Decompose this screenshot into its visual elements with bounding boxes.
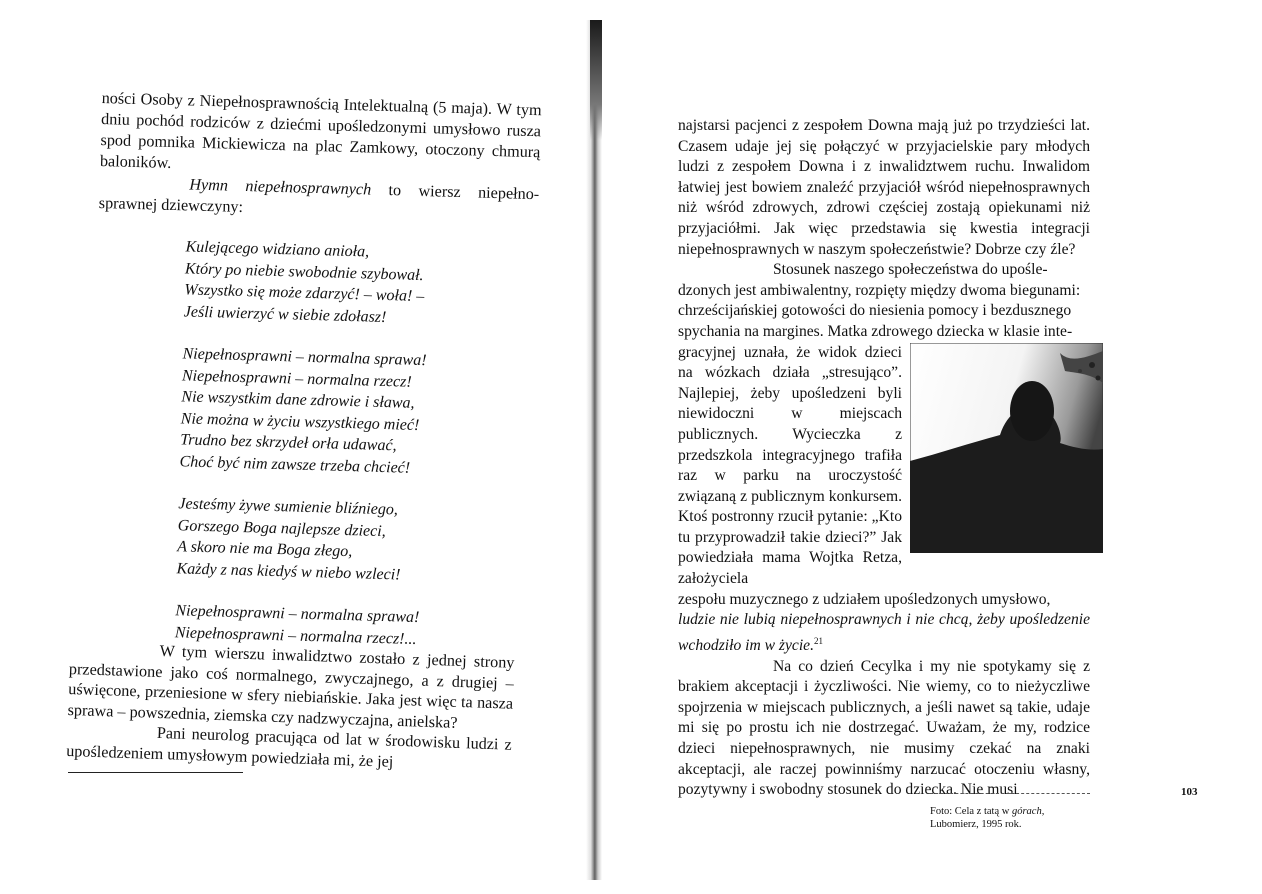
poem-line: Kulejącego widziano anioła, xyxy=(185,238,370,261)
text-line: spychania na margines. Matka zdrowego dziecka w klasie inte- xyxy=(678,322,1073,340)
poem-line: Gorszego Boga najlepsze dzieci, xyxy=(177,516,386,540)
text-line: dzonych jest ambiwalentny, rozpięty między dwoma biegunami: xyxy=(678,281,1081,299)
poem-stanza xyxy=(183,236,537,332)
paragraph: najstarsi pacjenci z zespołem Downa mają już po trzydzieści lat. Czasem udaje jej się połączyć w przyjacielskie pary młodych ludzi z zespołem Downa i z inwalidztwem ruchu. Inwalidom łatwiej jest bowiem znaleźć przyjaciół wśród niepełnosprawnych niż wśród zdrowych, zdrowi częściej zostają opiekunami niż przyjaciółmi. Jak więc przedstawia się kwestia integracji niepełnosprawnych w naszym społeczeństwie? Dobrze czy źle? xyxy=(678,117,1090,258)
text-line: zespołu muzycznego z udziałem upośledzonych umysłowo, xyxy=(678,590,1051,608)
paragraph: W tym wierszu inwalidztwo zostało z jednej strony przedstawione jako coś normalnego, zwyczajnego, a z drugiej – uświęcone, przeniesione w sfery niebiańskie. Jaka jest więc ta nasza sprawa – powszednia, ziemska czy nadzwyczajna, anielska? xyxy=(67,641,515,732)
intro-line: umysłowo rusza spod pomnika Mickiewicza na plac xyxy=(100,119,542,156)
caption-text: Foto: Cela z tatą w xyxy=(930,806,1012,817)
intro-paragraph xyxy=(100,88,542,184)
photo-caption xyxy=(930,805,1095,831)
poem-stanza xyxy=(179,343,534,482)
quote: ludzie nie lubią niepełnosprawnych i nie chcą, żeby upośledzenie wchodziło im w życie. xyxy=(678,611,1090,655)
poem-line: Niepełnosprawni – normalna rzecz! xyxy=(181,366,412,391)
poem-line: A skoro nie ma Boga złego, xyxy=(176,538,353,561)
right-page-text-block xyxy=(678,116,1090,801)
text-line: Stosunek naszego społeczeństwa do upośle- xyxy=(773,261,1048,279)
left-page-text-block xyxy=(86,88,542,674)
poem-title: Hymn niepełnosprawnych xyxy=(189,175,372,199)
poem-line: Jesteśmy żywe sumienie bliźniego, xyxy=(178,495,399,519)
poem-line: Niepełnosprawni – normalna sprawa! xyxy=(175,602,420,627)
left-page-bottom-block xyxy=(66,638,515,776)
poem-line: Wszystko się może zdarzyć! – woła! – xyxy=(184,281,425,306)
page-number: 103 xyxy=(1181,786,1198,798)
poem-line: Który po niebie swobodnie szybował. xyxy=(184,259,424,284)
poem-line: Każdy z nas kiedyś w niebo wzleci! xyxy=(176,559,401,584)
poem-line: Niepełnosprawni – normalna rzecz!... xyxy=(174,623,417,648)
intro-line: ności Osoby z Niepełnosprawnością Intelektualną (5 maja). xyxy=(101,88,493,118)
paragraph xyxy=(678,260,1090,342)
caption-text: Lubomierz, 1995 rok. xyxy=(930,819,1022,830)
paragraph: Na co dzień Cecylka i my nie spotykamy się z brakiem akceptacji i życzliwości. Nie wiemy, co to nieżyczliwe spojrzenia w miejscach publicznych, a jeśli nawet są takie, udaje mi się po prostu ich nie dostrzegać. Uważam, że my, rodzice dzieci niepełnosprawnych, nie musimy czekać na znaki akceptacji, ale raczej powinniśmy narzucać otoczeniu własny, pozytywny i swobodny stosunek do dziecka. Nie musi xyxy=(678,657,1090,799)
poem-intro-rest: to wiersz niepełno-sprawnej dziewczyny: xyxy=(98,180,540,216)
paragraph: Pani neurolog pracująca od lat w środowisku ludzi z upośledzeniem umysłowym powiedziała mi, że jej xyxy=(65,723,513,771)
poem-line: Nie można w życiu wszystkiego mieć! xyxy=(180,409,420,434)
poem-line: Trudno bez skrzydeł orła udawać, xyxy=(179,431,397,455)
poem-line: Jeśli uwierzyć w siebie zdołasz! xyxy=(183,302,387,326)
photo-figure xyxy=(910,343,1095,553)
footnote-reference: 21 xyxy=(814,635,823,646)
text-line: chrześcijańskiej gotowości do niesienia pomocy i bezdusznego xyxy=(678,302,1072,320)
poem-line: Choć być nim zawsze trzeba chcieć! xyxy=(179,452,411,477)
wrapped-text: gracyjnej uznała, że widok dzieci na wózkach działa „stresująco”. Najlepiej, żeby upośledzeni byli niewidoczni w miejscach publicznych. Wycieczka z przedszkola integracyjnego trafiła raz w parku na uroczystość związaną z publicznym konkursem. Ktoś postronny rzucił pytanie: „Kto tu przyprowadził takie dzieci?” Jak powiedziała mama Wojtka Retza, założyciela xyxy=(678,343,902,588)
poem-line: Niepełnosprawni – normalna sprawa! xyxy=(182,345,427,370)
left-page xyxy=(0,0,590,894)
caption-place: górach, xyxy=(1011,806,1045,817)
footnote-rule xyxy=(68,772,243,773)
poem-stanza xyxy=(176,493,530,589)
photo-silhouette xyxy=(910,343,1103,553)
caption-rule xyxy=(930,793,1090,794)
intro-line: Zamkowy, otoczony chmurą baloników. xyxy=(99,137,541,172)
intro-line: W tym dniu pochód rodziców z dziećmi upośledzonymi xyxy=(100,100,542,138)
poem-line: Nie wszystkim dane zdrowie i sława, xyxy=(181,388,415,412)
poem xyxy=(175,236,538,653)
right-page xyxy=(600,0,1262,894)
